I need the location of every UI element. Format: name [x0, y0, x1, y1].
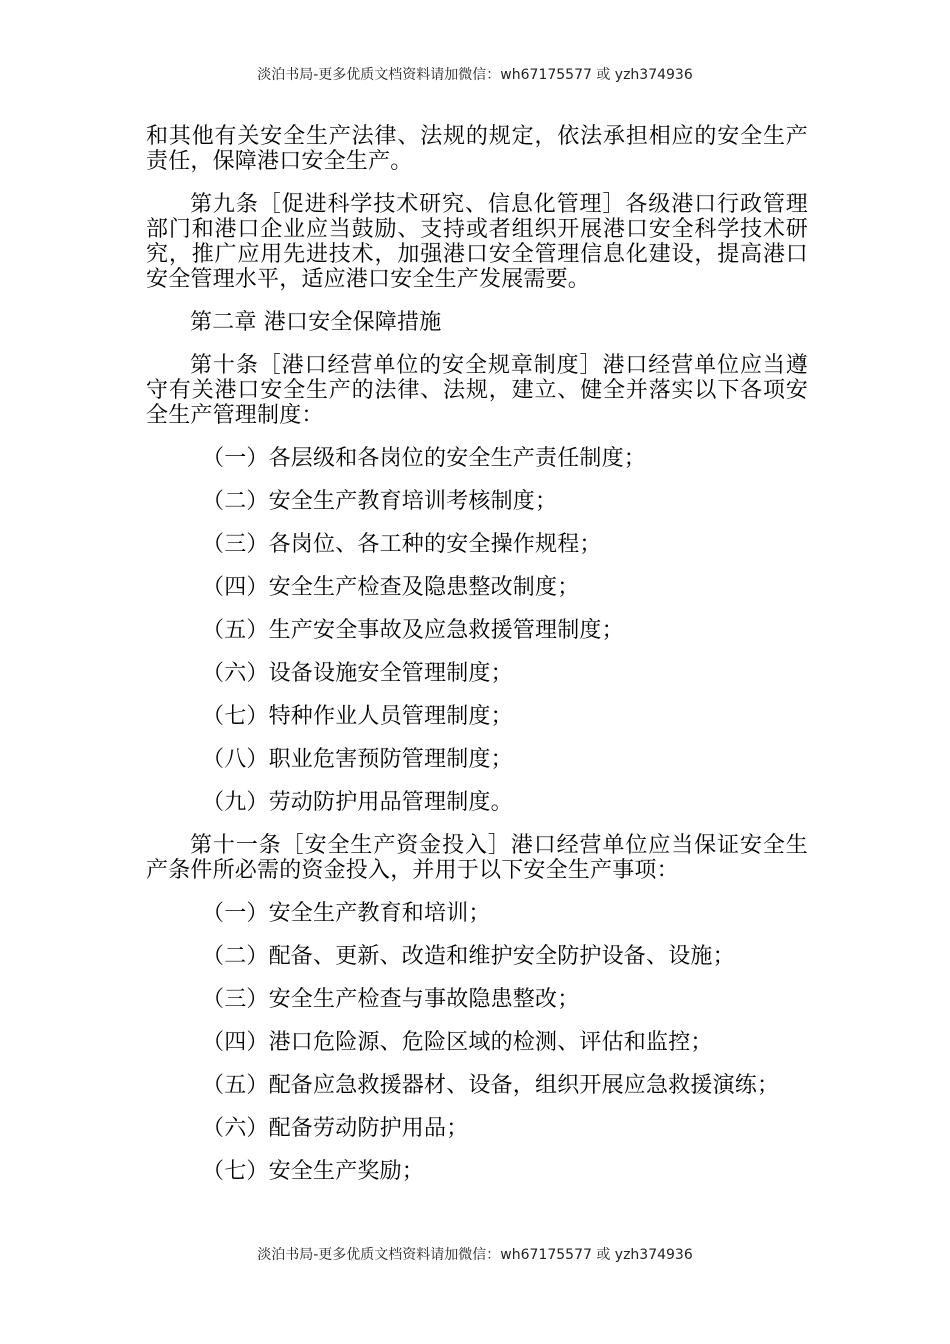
- article-10: 第十条［港口经营单位的安全规章制度］港口经营单位应当遵守有关港口安全生产的法律、法规，建立、健全并落实以下各项安全生产管理制度：: [146, 353, 808, 428]
- page-header: 淡泊书局-更多优质文档资料请加微信：wh67175577 或 yzh374936: [257, 67, 693, 83]
- article-11-item: （一）安全生产教育和培训；: [202, 901, 491, 926]
- article-11-item: （三）安全生产检查与事故隐患整改；: [202, 987, 580, 1012]
- document-body: [146, 124, 808, 1202]
- article-10-item: （一）各层级和各岗位的安全生产责任制度；: [202, 446, 647, 471]
- article-11-item: （四）港口危险源、危险区域的检测、评估和监控；: [202, 1030, 713, 1055]
- article-9: 第九条［促进科学技术研究、信息化管理］各级港口行政管理部门和港口企业应当鼓励、支持或者组织开展港口安全科学技术研究，推广应用先进技术，加强港口安全管理信息化建设，提高港口安全管理水平，适应港口安全生产发展需要。: [146, 192, 808, 292]
- article-11-item: （二）配备、更新、改造和维护安全防护设备、设施；: [202, 944, 735, 969]
- article-10-item: （六）设备设施安全管理制度；: [202, 661, 513, 686]
- article-10-item: （四）安全生产检查及隐患整改制度；: [202, 575, 580, 600]
- article-11-item: （五）配备应急救援器材、设备，组织开展应急救援演练；: [202, 1073, 780, 1098]
- article-10-item: （八）职业危害预防管理制度；: [202, 747, 513, 772]
- article-10-item: （三）各岗位、各工种的安全操作规程；: [202, 532, 602, 557]
- article-10-item: （二）安全生产教育培训考核制度；: [202, 489, 558, 514]
- article-10-item: （五）生产安全事故及应急救援管理制度；: [202, 618, 624, 643]
- article-11: 第十一条［安全生产资金投入］港口经营单位应当保证安全生产条件所必需的资金投入，并用于以下安全生产事项：: [146, 833, 808, 883]
- chapter-2-heading: 第二章 港口安全保障措施: [190, 310, 442, 335]
- article-10-item: （七）特种作业人员管理制度；: [202, 704, 513, 729]
- intro-paragraph: 和其他有关安全生产法律、法规的规定，依法承担相应的安全生产责任，保障港口安全生产。: [146, 124, 808, 174]
- article-11-item: （七）安全生产奖励；: [202, 1159, 425, 1184]
- article-10-item: （九）劳动防护用品管理制度。: [202, 790, 513, 815]
- article-11-item: （六）配备劳动防护用品；: [202, 1116, 469, 1141]
- page-footer: 淡泊书局-更多优质文档资料请加微信：wh67175577 或 yzh374936: [257, 1247, 693, 1263]
